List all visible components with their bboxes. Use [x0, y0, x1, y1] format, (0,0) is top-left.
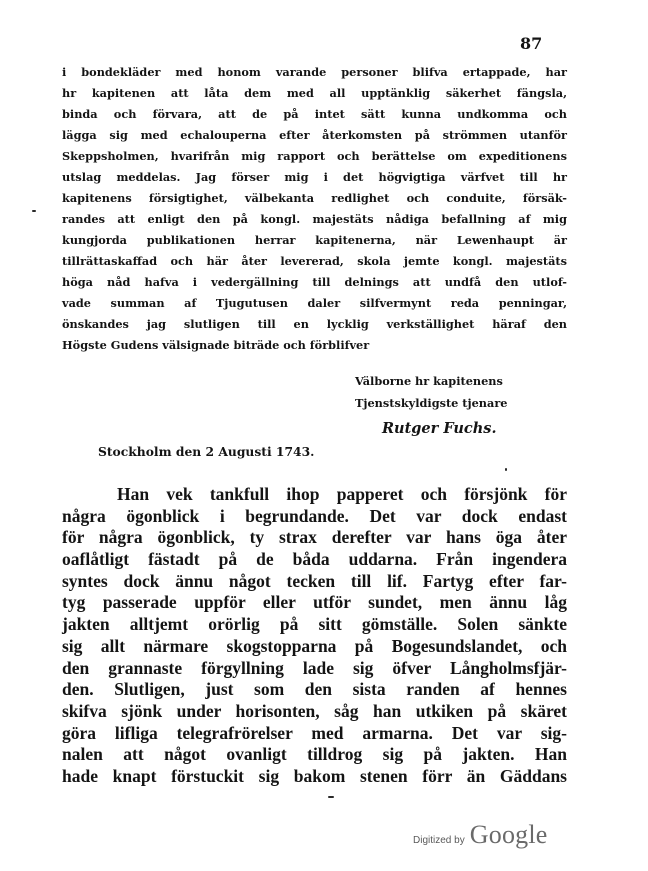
narrative-line: några ögonblick i begrundande. Det var dock endast — [62, 505, 567, 526]
narrative-line: syntes dock ännu något tecken till lif. Fartyg efter far- — [62, 570, 567, 591]
narrative-line: skifva sjönk under horisonten, såg han utkiken på skäret — [62, 700, 567, 721]
narrative-line: hade knapt förstuckit sig bakom stenen förr än Gäddans — [62, 765, 567, 786]
letter-line: önskandes jag slutligen till en lycklig verkställighet häraf den — [62, 317, 567, 331]
letter-line: lägga sig med echalouperna efter återkomsten på strömmen utanför — [62, 128, 567, 142]
closing-salutation: Välborne hr kapitenens — [355, 374, 503, 388]
letter-line: kungjorda publikationen herrar kapitenerna, när Lewenhaupt är — [62, 233, 567, 247]
narrative-line: den. Slutligen, just som den sista randen af hennes — [62, 679, 567, 700]
narrative-line: jakten alltjemt orörlig på sitt gömställe. Solen sänkte — [62, 614, 567, 635]
narrative-line: den grannaste förgyllning lade sig öfver Långholmsfjär- — [62, 657, 567, 678]
digitized-watermark — [413, 820, 548, 850]
letter-body — [62, 62, 567, 356]
narrative-line: Han vek tankfull ihop papperet och försjönk för — [117, 484, 567, 504]
dateline: Stockholm den 2 Augusti 1743. — [98, 444, 315, 459]
letter-line: Skeppsholmen, hvarifrån mig rapport och berättelse om expeditionens — [62, 149, 567, 163]
narrative-line: för några ögonblick, ty strax derefter var hans öga åter — [62, 527, 567, 548]
ink-speck — [328, 796, 334, 798]
digitized-by-text: Digitized by — [413, 835, 465, 846]
narrative-line: oaflåtligt fästadt på de båda uddarna. Från ingendera — [62, 549, 567, 570]
narrative-line: göra lifliga telegrafrörelser med armarna. Det var sig- — [62, 722, 567, 743]
letter-line: höga nåd hafva i vedergällning till delnings att undfå den utlof- — [62, 275, 567, 289]
narrative-line: tyg passerade uppför eller utför sundet, men ännu låg — [62, 592, 567, 613]
narrative-line: sig allt närmare skogstopparna på Bogesundslandet, och — [62, 635, 567, 656]
narrative-body — [62, 484, 567, 788]
letter-line: utslag meddelas. Jag förser mig i det högvigtiga värfvet till hr — [62, 170, 567, 184]
closing-servant: Tjenstskyldigste tjenare — [355, 396, 508, 410]
ink-speck — [505, 468, 507, 471]
letter-line: randes att enligt den på kongl. majestäts nådiga befallning af mig — [62, 212, 567, 226]
letter-line: vade summan af Tjugutusen daler silfvermynt reda penningar, — [62, 296, 567, 310]
letter-line: kapitenens försigtighet, välbekanta redlighet och conduite, försäk- — [62, 191, 567, 205]
letter-line: tillrättaskaffad och här åter levererad, skola jemte kongl. majestäts — [62, 254, 567, 268]
narrative-line: nalen att något ovanligt tilldrog sig på jakten. Han — [62, 744, 567, 765]
google-logo: Google — [469, 820, 548, 849]
letter-line: i bondekläder med honom varande personer blifva ertappade, har — [62, 65, 567, 79]
signature: Rutger Fuchs. — [382, 420, 497, 437]
letter-line: binda och förvara, att de på intet sätt kunna undkomma och — [62, 107, 567, 121]
page-number: 87 — [520, 34, 543, 53]
letter-line: hr kapitenen att låta dem med all upptänklig säkerhet fängsla, — [62, 86, 567, 100]
letter-line: Högste Gudens välsignade biträde och förblifver — [62, 338, 370, 352]
ink-speck — [32, 210, 36, 212]
